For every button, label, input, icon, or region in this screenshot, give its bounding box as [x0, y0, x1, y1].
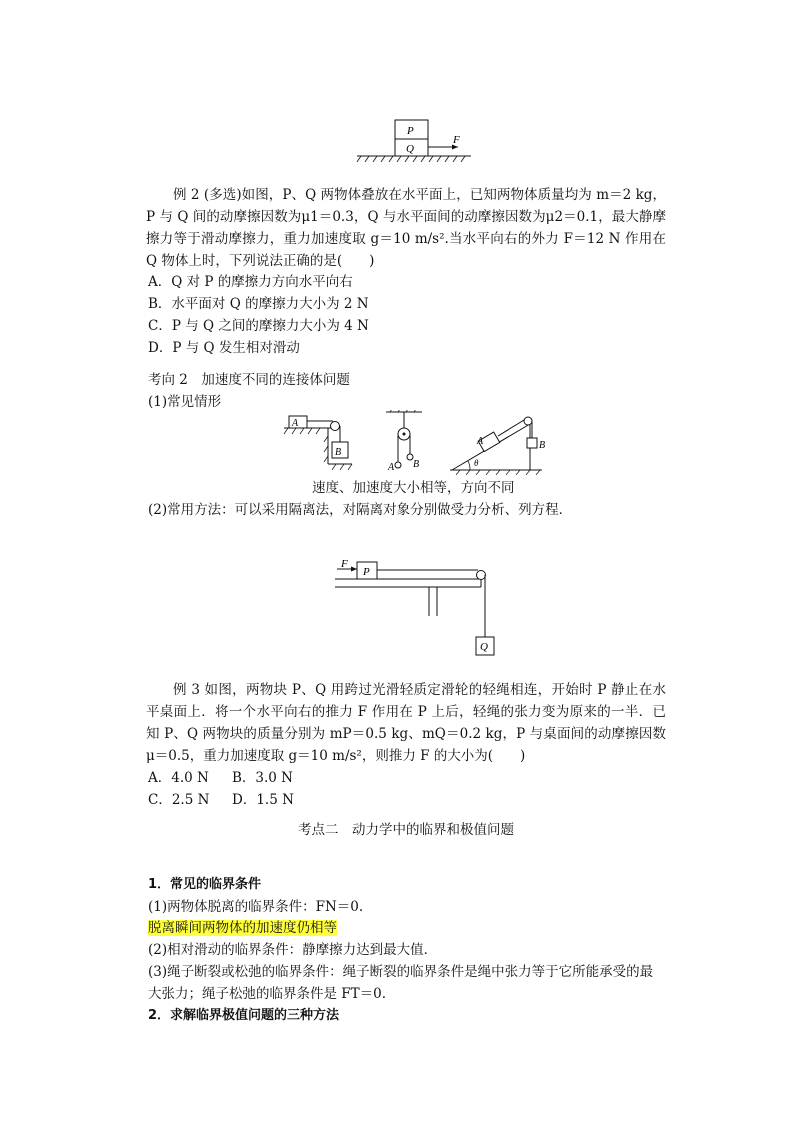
topic-2-title: 考向 2 加速度不同的连接体问题 [148, 372, 350, 388]
example-3-option-a: A．4.0 N [148, 770, 209, 786]
example-2-text: 例 2 (多选)如图，P、Q 两物体叠放在水平面上，已知两物体质量均为 m＝2 kg，P 与 Q 间的动摩擦因数为μ1＝0.3，Q 与水平面间的动摩擦因数为μ2＝0.1，最大静摩擦力等于滑动摩擦力，重力加速度取 g＝10 m/s².当水平向右的外力 F＝12 N 作用在 Q 物体上时，下列说法正确的是( ) [146, 187, 666, 269]
critical-item-3-line-1: (3)绳子断裂或松弛的临界条件：绳子断裂的临界条件是绳中张力等于它所能承受的最 [148, 964, 654, 980]
section-2-title: 考点二 动力学中的临界和极值问题 [298, 822, 514, 838]
fig2-label-a2: A [388, 462, 395, 473]
fig3-label-f: F [341, 558, 348, 570]
fig2-label-b1: B [335, 447, 342, 458]
critical-highlight [148, 918, 337, 938]
fig2-label-theta: θ [474, 458, 479, 468]
example-2-option-c: C．P 与 Q 之间的摩擦力大小为 4 N [148, 318, 369, 334]
critical-item-3-line-2: 大张力；绳子松弛的临界条件是 FT＝0. [148, 986, 387, 1002]
example-3-text: 例 3 如图，两物块 P、Q 用跨过光滑轻质定滑轮的轻绳相连，开始时 P 静止在水平桌面上．将一个水平向右的推力 F 作用在 P 上后，轻绳的张力变为原来的一半．已知 P、Q 两物块的质量分别为 mP＝0.5 kg、mQ＝0.2 kg，P 与桌面间的动摩擦因数μ＝0.5，重力加速度取 g＝10 m/s²，则推力 F 的大小为( ) [146, 682, 666, 764]
fig3-label-q: Q [480, 641, 488, 653]
example-3-option-b: B．3.0 N [232, 770, 293, 786]
fig2-label-a3: A [477, 436, 484, 447]
figure-pulley-system [335, 557, 500, 667]
fig2-label-b3: B [539, 440, 546, 451]
figure-stacked-blocks [355, 118, 475, 164]
label-f: F [453, 134, 460, 146]
topic-2-sub1: (1)常见情形 [148, 394, 222, 410]
highlighted-text: 脱离瞬间两物体的加速度仍相等 [148, 920, 337, 936]
example-3-option-c: C．2.5 N [148, 792, 210, 808]
critical-item-2: (2)相对滑动的临界条件：静摩擦力达到最大值． [148, 942, 438, 958]
fig2-label-a1: A [292, 418, 299, 429]
fig3-label-p: P [363, 566, 370, 578]
critical-heading-2: 2．求解临界极值问题的三种方法 [148, 1008, 340, 1023]
example-3-option-d: D．1.5 N [232, 792, 294, 808]
topic-2-sub2: (2)常用方法：可以采用隔离法，对隔离对象分别做受力分析、列方程． [148, 502, 573, 518]
label-q: Q [406, 143, 414, 155]
example-2-option-d: D．P 与 Q 发生相对滑动 [148, 340, 300, 356]
critical-item-1: (1)两物体脱离的临界条件：FN＝0. [148, 899, 364, 915]
figure-2-caption: 速度、加速度大小相等，方向不同 [312, 480, 515, 496]
label-p: P [407, 125, 414, 137]
critical-heading-1: 1．常见的临界条件 [148, 877, 262, 892]
figure-connected-bodies [280, 410, 560, 475]
fig2-label-b2: B [413, 459, 420, 470]
example-2-option-a: A．Q 对 P 的摩擦力方向水平向右 [148, 274, 353, 290]
example-2-option-b: B．水平面对 Q 的摩擦力大小为 2 N [148, 296, 369, 312]
